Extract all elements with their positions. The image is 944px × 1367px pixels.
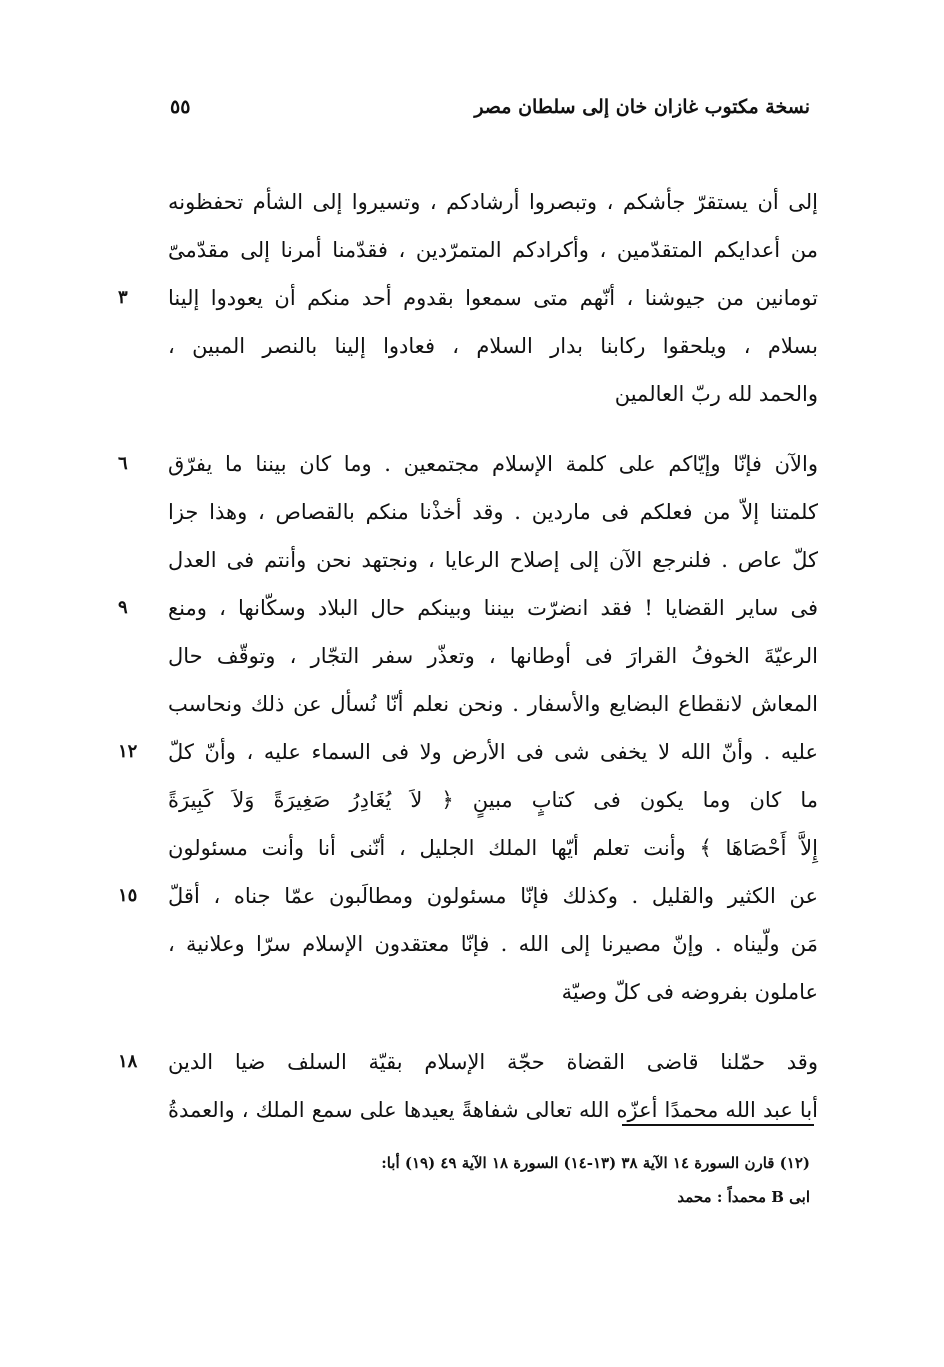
text-line	[118, 370, 818, 418]
text-line	[118, 968, 818, 1016]
text-line	[118, 226, 818, 274]
page-number: ٥٥	[170, 96, 191, 118]
line-number: ٣	[118, 287, 128, 308]
footnote-line: (١٢) قارن السورة ١٤ الآية ٣٨ (١٣-١٤) السورة ١٨ الآية ٤٩ (١٩) أبا:	[381, 1154, 810, 1172]
text-line	[118, 440, 818, 488]
text-line	[118, 322, 818, 370]
line-text: بسلام ، ويلحقوا ركابنا بدار السلام ، فعادوا إلينا بالنصر المبين ،	[168, 334, 818, 358]
text-line	[118, 728, 818, 776]
text-line	[118, 1086, 818, 1134]
line-number: ١٥	[118, 885, 138, 906]
text-line	[118, 1038, 818, 1086]
line-text: عن الكثير والقليل . وكذلك فإنّا مسئولون ومطالَبون عمّا جناه ، أقلّ	[168, 884, 818, 908]
line-text: والآن فإنّا وإيّاكم على كلمة الإسلام مجتمعين . وما كان بيننا ما يفرّق	[168, 452, 818, 476]
line-number: ١٢	[118, 741, 138, 762]
text-line	[118, 680, 818, 728]
running-title: نسخة مكتوب غازان خان إلى سلطان مصر	[474, 96, 810, 118]
text-line	[118, 274, 818, 322]
footnote-divider	[622, 1124, 814, 1126]
line-text: كلّ عاص . فلنرجع الآن إلى إصلاح الرعايا ، ونجتهد نحن وأنتم فى العدل	[168, 548, 818, 572]
line-text: مَن ولّيناه . وإنّ مصيرنا إلى الله . فإنّا معتقدون الإسلام سرّا وعلانية ،	[168, 932, 818, 956]
text-line	[118, 178, 818, 226]
body-text	[118, 178, 818, 1134]
text-line	[118, 584, 818, 632]
line-text: ما كان وما يكون فى كتابٍ مبينٍ ﴿ لاَ يُغَادِرُ صَغِيرَةً وَلاَ كَبِيرَةً	[168, 788, 818, 812]
line-text: وقد حمّلنا قاضى القضاة حجّة الإسلام بقيّة السلف ضيا الدين	[168, 1050, 818, 1074]
line-text: من أعدايكم المتقدّمين ، وأكرادكم المتمرّدين ، فقدّمنا أمرنا إلى مقدّمىّ	[168, 238, 818, 262]
page-header	[170, 92, 810, 122]
line-text: والحمد لله ربّ العالمين	[614, 382, 818, 406]
line-text: أبا عبد الله محمدًا أعزّه الله تعالى شفاهةً يعيدها على سمع الملك ، والعمدةُ	[168, 1098, 818, 1122]
line-text: كلمتنا إلاّ من فعلكم فى ماردين . وقد أخذْنا منكم بالقصاص ، وهذا جزا	[168, 500, 818, 524]
line-text: إِلاَّ أَحْصَاهَا ﴾ وأنت تعلم أيّها الملك الجليل ، أنّنى أنا وأنت مسئولون	[168, 836, 818, 860]
text-line	[118, 920, 818, 968]
line-text: فى ساير القضايا ! فقد انضرّت بيننا وبينكم حال البلاد وسكّانها ، ومنع	[168, 596, 818, 620]
line-text: عاملون بفروضه فى كلّ وصيّة	[561, 980, 818, 1004]
text-line	[118, 824, 818, 872]
line-number: ٩	[118, 597, 128, 618]
text-line	[118, 488, 818, 536]
text-line	[118, 632, 818, 680]
text-line	[118, 872, 818, 920]
line-text: عليه . وأنّ الله لا يخفى شى فى الأرض ولا فى السماء عليه ، وأنّ كلّ	[168, 740, 818, 764]
line-number: ٦	[118, 453, 128, 474]
footnote-line: ابى B محمداً : محمد	[677, 1188, 810, 1206]
text-line	[118, 776, 818, 824]
line-text: المعاش لانقطاع البضايع والأسفار . ونحن نعلم أنّا نُسأل عن ذلك ونحاسب	[168, 692, 818, 716]
line-text: تومانين من جيوشنا ، أنّهم متى سمعوا بقدوم أحد منكم أن يعودوا إلينا	[168, 286, 818, 310]
text-line	[118, 536, 818, 584]
line-number: ١٨	[118, 1051, 138, 1072]
footnotes	[170, 1146, 810, 1214]
line-text: إلى أن يستقرّ جأشكم ، وتبصروا أرشادكم ، وتسيروا إلى الشأم تحفظونه	[168, 190, 818, 214]
line-text: الرعيّةَ الخوفُ القرارَ فى أوطانها ، وتعذّر سفر التجّار ، وتوقّف حال	[168, 644, 818, 668]
